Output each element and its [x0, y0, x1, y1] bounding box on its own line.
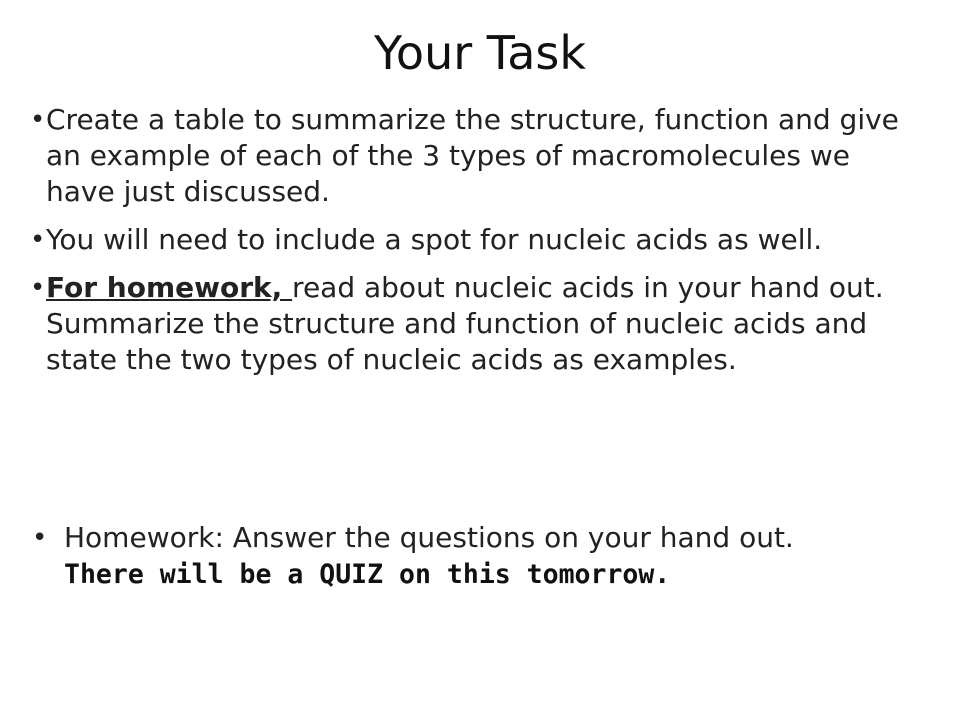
bullet-text: [46, 270, 920, 378]
bullet-icon: •: [30, 273, 46, 303]
bullet-icon: •: [30, 105, 46, 135]
bullet-text: You will need to include a spot for nucleic acids as well.: [46, 223, 823, 256]
homework-line: Homework: Answer the questions on your hand out.: [64, 521, 794, 554]
quiz-notice: There will be a QUIZ on this tomorrow.: [64, 559, 671, 590]
bullet-item: [30, 102, 920, 210]
bullet-item: [30, 270, 920, 378]
bullet-item: [30, 222, 920, 258]
bullet-text: Create a table to summarize the structure, function and give an example of each of the 3 types of macromolecules we have just discussed.: [46, 103, 899, 208]
bullet-icon: •: [30, 225, 46, 255]
slide-title: Your Task: [373, 26, 587, 80]
bullet-list: [30, 102, 920, 390]
homework-instructions: read about nucleic acids in your hand out. Summarize the structure and function of nucleic acids and state the two types of nucleic acids as examples.: [46, 271, 884, 376]
bullet-icon: •: [32, 523, 48, 553]
homework-emphasis: For homework,: [46, 271, 293, 304]
homework-bullet: [32, 520, 960, 594]
